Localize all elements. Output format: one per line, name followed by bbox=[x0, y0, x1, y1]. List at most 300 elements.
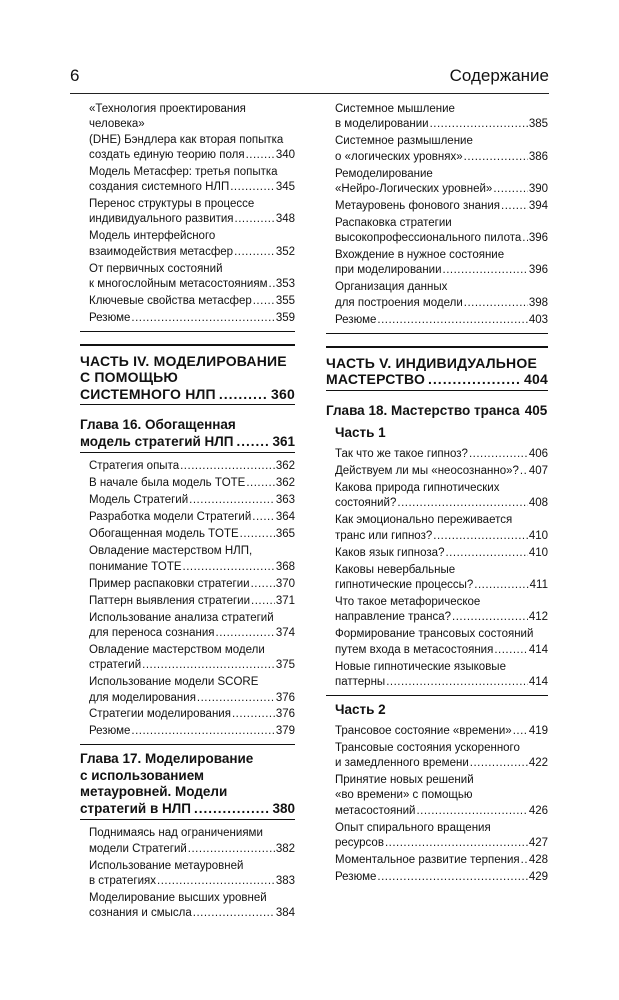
toc-entry-page: 382 bbox=[275, 842, 295, 855]
toc-entry-title: ресурсов bbox=[335, 836, 384, 849]
toc-entry-line: Распаковка стратегии bbox=[335, 216, 452, 229]
toc-entry bbox=[335, 248, 548, 279]
toc-entry-row bbox=[335, 724, 548, 739]
toc-entry-page: 375 bbox=[275, 659, 295, 672]
toc-entry-title: Паттерн выявления стратегии bbox=[89, 594, 251, 607]
right-column bbox=[326, 102, 548, 887]
leader-dots bbox=[470, 756, 528, 771]
chapter-18-row bbox=[326, 403, 548, 420]
leader-dots bbox=[251, 594, 275, 609]
toc-entry-line: Опыт спирального вращения bbox=[335, 821, 491, 834]
leader-dots bbox=[230, 180, 275, 195]
toc-entry-title: Пример распаковки стратегии bbox=[89, 577, 250, 590]
toc-entry-title: создания системного НЛП bbox=[89, 181, 230, 194]
toc-entry-line: Использование модели SCORE bbox=[89, 676, 259, 689]
toc-entry bbox=[89, 165, 295, 196]
toc-entry-page: 396 bbox=[528, 232, 548, 245]
toc-entry-line: Системное размышление bbox=[335, 135, 473, 148]
toc-entry-row bbox=[89, 560, 295, 575]
toc-entry bbox=[335, 853, 548, 868]
toc-entry bbox=[89, 643, 295, 674]
chapter-18-heading bbox=[326, 403, 548, 420]
chapter-17-line1: Глава 17. Моделирование bbox=[80, 751, 254, 767]
toc-entry-row bbox=[335, 313, 548, 328]
toc-entry-page: 396 bbox=[528, 264, 548, 277]
chapter-16-line1: Глава 16. Обогащенная bbox=[80, 417, 236, 433]
subpart-1-entries bbox=[326, 447, 548, 696]
toc-entry-row bbox=[335, 117, 548, 132]
toc-entry-title: индивидуального развития bbox=[89, 213, 234, 226]
toc-entry-row bbox=[89, 180, 295, 195]
toc-entry bbox=[335, 821, 548, 852]
leader-dots bbox=[219, 386, 268, 403]
toc-entry-title: для моделирования bbox=[89, 691, 196, 704]
toc-entry-row bbox=[335, 675, 548, 690]
toc-entry-line: Овладение мастерством модели bbox=[89, 643, 265, 656]
toc-entry-row bbox=[89, 842, 295, 857]
toc-entry-title: Резюме bbox=[335, 313, 377, 326]
part-5-line1: ЧАСТЬ V. ИНДИВИДУАЛЬНОЕ bbox=[326, 354, 537, 371]
toc-entry-title: В начале была модель TOTE bbox=[89, 477, 246, 490]
toc-entry-title: Метауровень фонового знания bbox=[335, 199, 500, 212]
right-top-entries bbox=[326, 102, 548, 334]
leader-dots bbox=[131, 311, 274, 326]
toc-entry-title: модели Стратегий bbox=[89, 842, 187, 855]
toc-entry-row bbox=[335, 199, 548, 214]
leader-dots bbox=[377, 313, 527, 328]
toc-entry-title: Стратегии моделирования bbox=[89, 708, 231, 721]
chapter-17-line2: с использованием bbox=[80, 767, 205, 783]
toc-entry-row bbox=[335, 296, 548, 311]
leader-dots bbox=[188, 842, 275, 857]
leader-dots bbox=[522, 231, 528, 246]
toc-entry bbox=[335, 513, 548, 544]
part-4-last-row bbox=[80, 386, 295, 406]
leader-dots bbox=[469, 447, 528, 462]
page-header bbox=[70, 66, 549, 90]
leader-dots bbox=[240, 527, 275, 542]
toc-entry-line: Ремоделирование bbox=[335, 167, 433, 180]
toc-entry-page: 368 bbox=[275, 560, 295, 573]
toc-entry-title: и замедленного времени bbox=[335, 757, 469, 770]
toc-entry bbox=[335, 481, 548, 512]
toc-entry-line: Трансовые состояния ускоренного bbox=[335, 741, 520, 754]
toc-entry bbox=[335, 870, 548, 885]
toc-entry-title: для переноса сознания bbox=[89, 626, 215, 639]
toc-entry-row bbox=[335, 610, 548, 625]
toc-entry bbox=[335, 595, 548, 626]
toc-entry-row bbox=[335, 464, 548, 479]
toc-entry bbox=[89, 891, 295, 922]
toc-entry-row bbox=[89, 148, 295, 163]
toc-entry-row bbox=[89, 212, 295, 227]
toc-entry-title: путем входа в метасостояния bbox=[335, 643, 494, 656]
toc-entry bbox=[89, 527, 295, 542]
toc-entry-line: Каковы невербальные bbox=[335, 563, 456, 576]
toc-entry-page: 376 bbox=[275, 708, 295, 721]
part-4-last: СИСТЕМНОГО НЛП bbox=[80, 385, 216, 402]
header-rule bbox=[70, 93, 549, 94]
toc-entry-line: Модель интерфейсного bbox=[89, 230, 216, 243]
toc-entry-page: 419 bbox=[528, 724, 548, 737]
toc-entry-line: Системное мышление bbox=[335, 103, 455, 115]
part-4-line1: ЧАСТЬ IV. МОДЕЛИРОВАНИЕ bbox=[80, 352, 287, 369]
toc-entry bbox=[89, 707, 295, 722]
leader-dots bbox=[142, 658, 275, 673]
leader-dots bbox=[234, 245, 275, 260]
toc-entry-page: 364 bbox=[275, 511, 295, 524]
part-4-heading bbox=[80, 344, 295, 406]
toc-entry-line: Поднимаясь над ограничениями bbox=[89, 827, 263, 840]
chapter-17-last: стратегий в НЛП bbox=[80, 800, 191, 816]
toc-entry-row bbox=[89, 311, 295, 326]
toc-entry-title: Так что же такое гипноз? bbox=[335, 448, 468, 461]
leader-dots bbox=[521, 853, 528, 868]
subpart-1-title: Часть 1 bbox=[335, 425, 386, 441]
toc-entry-title: Трансовое состояние «времени» bbox=[335, 724, 512, 737]
toc-entry-title: состояний? bbox=[335, 497, 397, 510]
toc-entry-page: 352 bbox=[275, 245, 295, 258]
toc-entry bbox=[89, 197, 295, 228]
leader-dots bbox=[520, 464, 528, 479]
toc-entry-row bbox=[335, 870, 548, 885]
toc-entry bbox=[335, 134, 548, 165]
toc-entry-row bbox=[335, 804, 548, 819]
leader-dots bbox=[494, 643, 527, 658]
chapter-17-heading bbox=[80, 751, 295, 820]
part-5-heading bbox=[326, 346, 548, 391]
toc-entry-row bbox=[89, 626, 295, 641]
toc-entry-line: Организация данных bbox=[335, 281, 448, 294]
chapter-17-last-row bbox=[80, 801, 295, 821]
chapter-16-last-row bbox=[80, 434, 295, 454]
toc-entry-page: 379 bbox=[275, 725, 295, 738]
toc-entry-title: Стратегия опыта bbox=[89, 460, 180, 473]
leader-dots bbox=[216, 626, 275, 641]
toc-entry bbox=[335, 563, 548, 594]
toc-entry-row bbox=[335, 836, 548, 851]
left-column bbox=[80, 102, 295, 923]
toc-entry-page: 410 bbox=[528, 529, 548, 542]
page-number: 6 bbox=[70, 66, 80, 85]
toc-entry-title: Разработка модели Стратегий bbox=[89, 511, 252, 524]
toc-entry-line: Использование анализа стратегий bbox=[89, 611, 274, 624]
leader-dots bbox=[157, 874, 275, 889]
toc-entry-line: Овладение мастерством НЛП, bbox=[89, 545, 253, 558]
toc-entry-title: сознания и смысла bbox=[89, 907, 192, 920]
toc-entry bbox=[89, 476, 295, 491]
toc-entry bbox=[335, 724, 548, 739]
chapter-17-page: 380 bbox=[272, 800, 295, 816]
toc-entry-page: 411 bbox=[529, 578, 548, 591]
toc-entry-row bbox=[89, 691, 295, 706]
toc-entry bbox=[335, 773, 548, 819]
toc-entry-row bbox=[89, 874, 295, 889]
toc-entry-title: Каков язык гипноза? bbox=[335, 546, 445, 559]
toc-entry-title: при моделировании bbox=[335, 264, 442, 277]
leader-dots bbox=[193, 906, 275, 921]
toc-entry-page: 362 bbox=[275, 477, 295, 490]
toc-entry bbox=[335, 216, 548, 247]
leader-dots bbox=[253, 294, 275, 309]
toc-entry-row bbox=[89, 294, 295, 309]
toc-entry-row bbox=[89, 724, 295, 739]
toc-entry-line: Моделирование высших уровней bbox=[89, 892, 267, 905]
toc-entry-row bbox=[89, 906, 295, 921]
toc-entry bbox=[335, 660, 548, 691]
toc-entry-row bbox=[89, 658, 295, 673]
toc-entry bbox=[89, 229, 295, 260]
toc-entry-row bbox=[335, 853, 548, 868]
toc-entry bbox=[89, 724, 295, 739]
toc-entry-row bbox=[335, 643, 548, 658]
subpart-2-title: Часть 2 bbox=[335, 701, 386, 717]
toc-entry-page: 412 bbox=[528, 611, 548, 624]
toc-entry-page: 427 bbox=[528, 836, 548, 849]
toc-entry-page: 414 bbox=[528, 643, 548, 656]
leader-dots bbox=[269, 277, 275, 292]
leader-dots bbox=[194, 801, 270, 818]
toc-entry bbox=[335, 464, 548, 479]
toc-entry-page: 414 bbox=[528, 675, 548, 688]
toc-entry-page: 345 bbox=[275, 181, 295, 194]
leader-dots bbox=[385, 836, 528, 851]
toc-entry-title: направление транса? bbox=[335, 611, 452, 624]
toc-entry-row bbox=[335, 578, 548, 593]
left-top-entries bbox=[80, 102, 295, 332]
toc-entry-line: (DHE) Бэндлера как вторая попытка bbox=[89, 133, 284, 146]
toc-entry-row bbox=[89, 493, 295, 508]
toc-entry bbox=[89, 294, 295, 309]
toc-entry-title: для построения модели bbox=[335, 296, 463, 309]
toc-entry bbox=[89, 675, 295, 706]
toc-entry-title: Действуем ли мы «неосознанно»? bbox=[335, 465, 519, 478]
toc-entry-title: «Нейро-Логических уровней» bbox=[335, 182, 493, 195]
toc-entry-page: 370 bbox=[275, 577, 295, 590]
toc-entry bbox=[89, 262, 295, 293]
toc-entry-page: 426 bbox=[528, 804, 548, 817]
toc-entry-page: 428 bbox=[528, 853, 548, 866]
toc-entry bbox=[89, 594, 295, 609]
toc-entry-title: в стратегиях bbox=[89, 875, 156, 888]
leader-dots bbox=[183, 560, 275, 575]
toc-entry-page: 340 bbox=[275, 148, 295, 161]
leader-dots bbox=[433, 529, 528, 544]
leader-dots bbox=[464, 150, 528, 165]
running-title: Содержание bbox=[449, 66, 549, 85]
toc-entry-title: Резюме bbox=[89, 311, 131, 324]
toc-entry-title: Резюме bbox=[335, 870, 377, 883]
toc-entry-page: 353 bbox=[275, 278, 295, 291]
toc-entry-page: 371 bbox=[275, 594, 295, 607]
toc-entry bbox=[89, 577, 295, 592]
toc-entry-line: Как эмоционально переживается bbox=[335, 514, 513, 527]
toc-entry-title: Модель Стратегий bbox=[89, 494, 189, 507]
toc-entry-page: 406 bbox=[528, 448, 548, 461]
toc-entry bbox=[89, 859, 295, 890]
toc-entry-title: Ключевые свойства метасфер bbox=[89, 295, 252, 307]
leader-dots bbox=[443, 263, 528, 278]
toc-entry-title: гипнотические процессы? bbox=[335, 578, 474, 591]
toc-entry-row bbox=[89, 476, 295, 491]
toc-entry-title: паттерны bbox=[335, 675, 386, 688]
leader-dots bbox=[131, 724, 274, 739]
toc-entry bbox=[89, 611, 295, 642]
leader-dots bbox=[235, 212, 275, 227]
toc-entry-page: 376 bbox=[275, 691, 295, 704]
leader-dots bbox=[246, 476, 274, 491]
part-5-last-row bbox=[326, 371, 548, 391]
toc-entry-row bbox=[335, 231, 548, 246]
toc-entry-title: создать единую теорию поля bbox=[89, 148, 245, 161]
toc-entry-title: высокопрофессионального пилота bbox=[335, 232, 522, 245]
toc-entry-line: Перенос структуры в процессе bbox=[89, 198, 255, 211]
toc-entry-line: Что такое метафорическое bbox=[335, 595, 481, 608]
chapter-16-page: 361 bbox=[272, 433, 295, 449]
subpart-2-entries bbox=[326, 724, 548, 885]
leader-dots bbox=[501, 199, 528, 214]
part-4-line2: С ПОМОЩЬЮ bbox=[80, 369, 179, 386]
toc-entry-page: 355 bbox=[275, 295, 295, 307]
toc-entry-title: взаимодействия метасфер bbox=[89, 245, 234, 258]
toc-entry bbox=[335, 199, 548, 214]
leader-dots bbox=[252, 510, 275, 525]
toc-entry-page: 403 bbox=[528, 313, 548, 326]
leader-dots bbox=[189, 493, 275, 508]
toc-entry bbox=[89, 493, 295, 508]
leader-dots bbox=[428, 371, 521, 388]
toc-entry bbox=[335, 447, 548, 462]
leader-dots bbox=[386, 675, 528, 690]
toc-entry-title: в моделировании bbox=[335, 118, 429, 131]
toc-entry-row bbox=[335, 756, 548, 771]
leader-dots bbox=[251, 577, 275, 592]
toc-entry-row bbox=[335, 150, 548, 165]
toc-entry-page: 398 bbox=[528, 296, 548, 309]
toc-entry-title: Обогащенная модель TOTE bbox=[89, 528, 239, 541]
toc-entry-row bbox=[89, 459, 295, 474]
toc-entry-title: Резюме bbox=[89, 725, 131, 738]
toc-entry-row bbox=[89, 277, 295, 292]
toc-entry-title: к многослойным метасостояниям bbox=[89, 278, 268, 291]
leader-dots bbox=[197, 691, 275, 706]
toc-entry-line: От первичных состояний bbox=[89, 262, 223, 275]
toc-entry-page: 383 bbox=[275, 875, 295, 888]
part-4-page: 360 bbox=[271, 385, 295, 402]
toc-entry bbox=[89, 544, 295, 575]
toc-entry-line: Какова природа гипнотических bbox=[335, 482, 500, 495]
toc-entry-page: 365 bbox=[275, 528, 295, 541]
toc-entry bbox=[89, 311, 295, 326]
toc-entry-title: о «логических уровнях» bbox=[335, 150, 463, 163]
leader-dots bbox=[416, 804, 527, 819]
toc-entry bbox=[335, 627, 548, 658]
leader-dots bbox=[430, 117, 528, 132]
toc-entry-title: понимание TOTE bbox=[89, 560, 182, 573]
toc-entry-page: 394 bbox=[528, 199, 548, 212]
toc-entry-page: 363 bbox=[275, 494, 295, 507]
toc-entry-row bbox=[335, 182, 548, 197]
chapter-16-heading bbox=[80, 417, 295, 453]
leader-dots bbox=[236, 434, 269, 451]
toc-entry-title: стратегий bbox=[89, 659, 142, 672]
toc-entry-title: Моментальное развитие терпения bbox=[335, 853, 520, 866]
leader-dots bbox=[493, 182, 527, 197]
leader-dots bbox=[246, 148, 275, 163]
leader-dots bbox=[445, 546, 527, 561]
toc-entry-row bbox=[335, 496, 548, 511]
toc-entry-page: 410 bbox=[528, 546, 548, 559]
toc-entry-page: 407 bbox=[528, 465, 548, 478]
leader-dots bbox=[232, 707, 275, 722]
leader-dots bbox=[397, 496, 527, 511]
toc-entry-line: Использование метауровней bbox=[89, 859, 244, 872]
toc-entry-row bbox=[89, 527, 295, 542]
chapter-16-last: модель стратегий НЛП bbox=[80, 433, 234, 449]
chapter-17-entries bbox=[80, 826, 295, 921]
toc-entry-row bbox=[335, 447, 548, 462]
toc-entry-row bbox=[335, 529, 548, 544]
toc-entry-row bbox=[89, 707, 295, 722]
toc-entry-title: метасостояний bbox=[335, 804, 416, 817]
toc-entry-page: 385 bbox=[528, 118, 548, 131]
toc-entry-row bbox=[335, 546, 548, 561]
leader-dots bbox=[464, 296, 528, 311]
toc-entry-page: 348 bbox=[275, 213, 295, 226]
toc-entry-page: 408 bbox=[528, 497, 548, 510]
toc-entry-title: транс или гипноз? bbox=[335, 529, 433, 542]
chapter-18-page: 405 bbox=[524, 402, 548, 418]
leader-dots bbox=[452, 610, 528, 625]
toc-entry-line: «Технология проектирования человека» bbox=[89, 103, 246, 131]
toc-entry bbox=[335, 313, 548, 328]
toc-entry-page: 384 bbox=[275, 907, 295, 920]
toc-entry bbox=[89, 510, 295, 525]
leader-dots bbox=[513, 724, 528, 739]
toc-entry-line: «во времени» с помощью bbox=[335, 789, 473, 802]
toc-entry bbox=[89, 826, 295, 857]
leader-dots bbox=[377, 870, 527, 885]
part-5-last: МАСТЕРСТВО bbox=[326, 371, 426, 388]
chapter-18-title: Глава 18. Мастерство транса bbox=[326, 402, 520, 418]
toc-entry bbox=[335, 741, 548, 772]
toc-entry bbox=[335, 167, 548, 198]
toc-entry-row bbox=[89, 577, 295, 592]
toc-entry-page: 359 bbox=[275, 311, 295, 324]
toc-entry bbox=[335, 546, 548, 561]
toc-entry-row bbox=[89, 510, 295, 525]
toc-entry-row bbox=[89, 594, 295, 609]
toc-entry-line: Вхождение в нужное состояние bbox=[335, 249, 505, 262]
toc-entry-line: Принятие новых решений bbox=[335, 774, 474, 787]
toc-entry-line: Новые гипнотические языковые bbox=[335, 660, 506, 673]
chapter-17-line3: метауровней. Модели bbox=[80, 784, 228, 800]
toc-entry-page: 374 bbox=[275, 626, 295, 639]
leader-dots bbox=[474, 578, 528, 593]
leader-dots bbox=[180, 459, 275, 474]
toc-entry bbox=[89, 102, 295, 163]
toc-entry-row bbox=[89, 245, 295, 260]
toc-entry-page: 429 bbox=[528, 870, 548, 883]
toc-entry-row bbox=[335, 263, 548, 278]
toc-entry bbox=[89, 459, 295, 474]
toc-entry-page: 422 bbox=[528, 757, 548, 770]
chapter-16-entries bbox=[80, 459, 295, 745]
toc-entry-line: Формирование трансовых состояний bbox=[335, 628, 534, 641]
toc-entry-page: 390 bbox=[528, 182, 548, 195]
toc-entry bbox=[335, 102, 548, 133]
toc-entry-line: Модель Метасфер: третья попытка bbox=[89, 165, 278, 178]
